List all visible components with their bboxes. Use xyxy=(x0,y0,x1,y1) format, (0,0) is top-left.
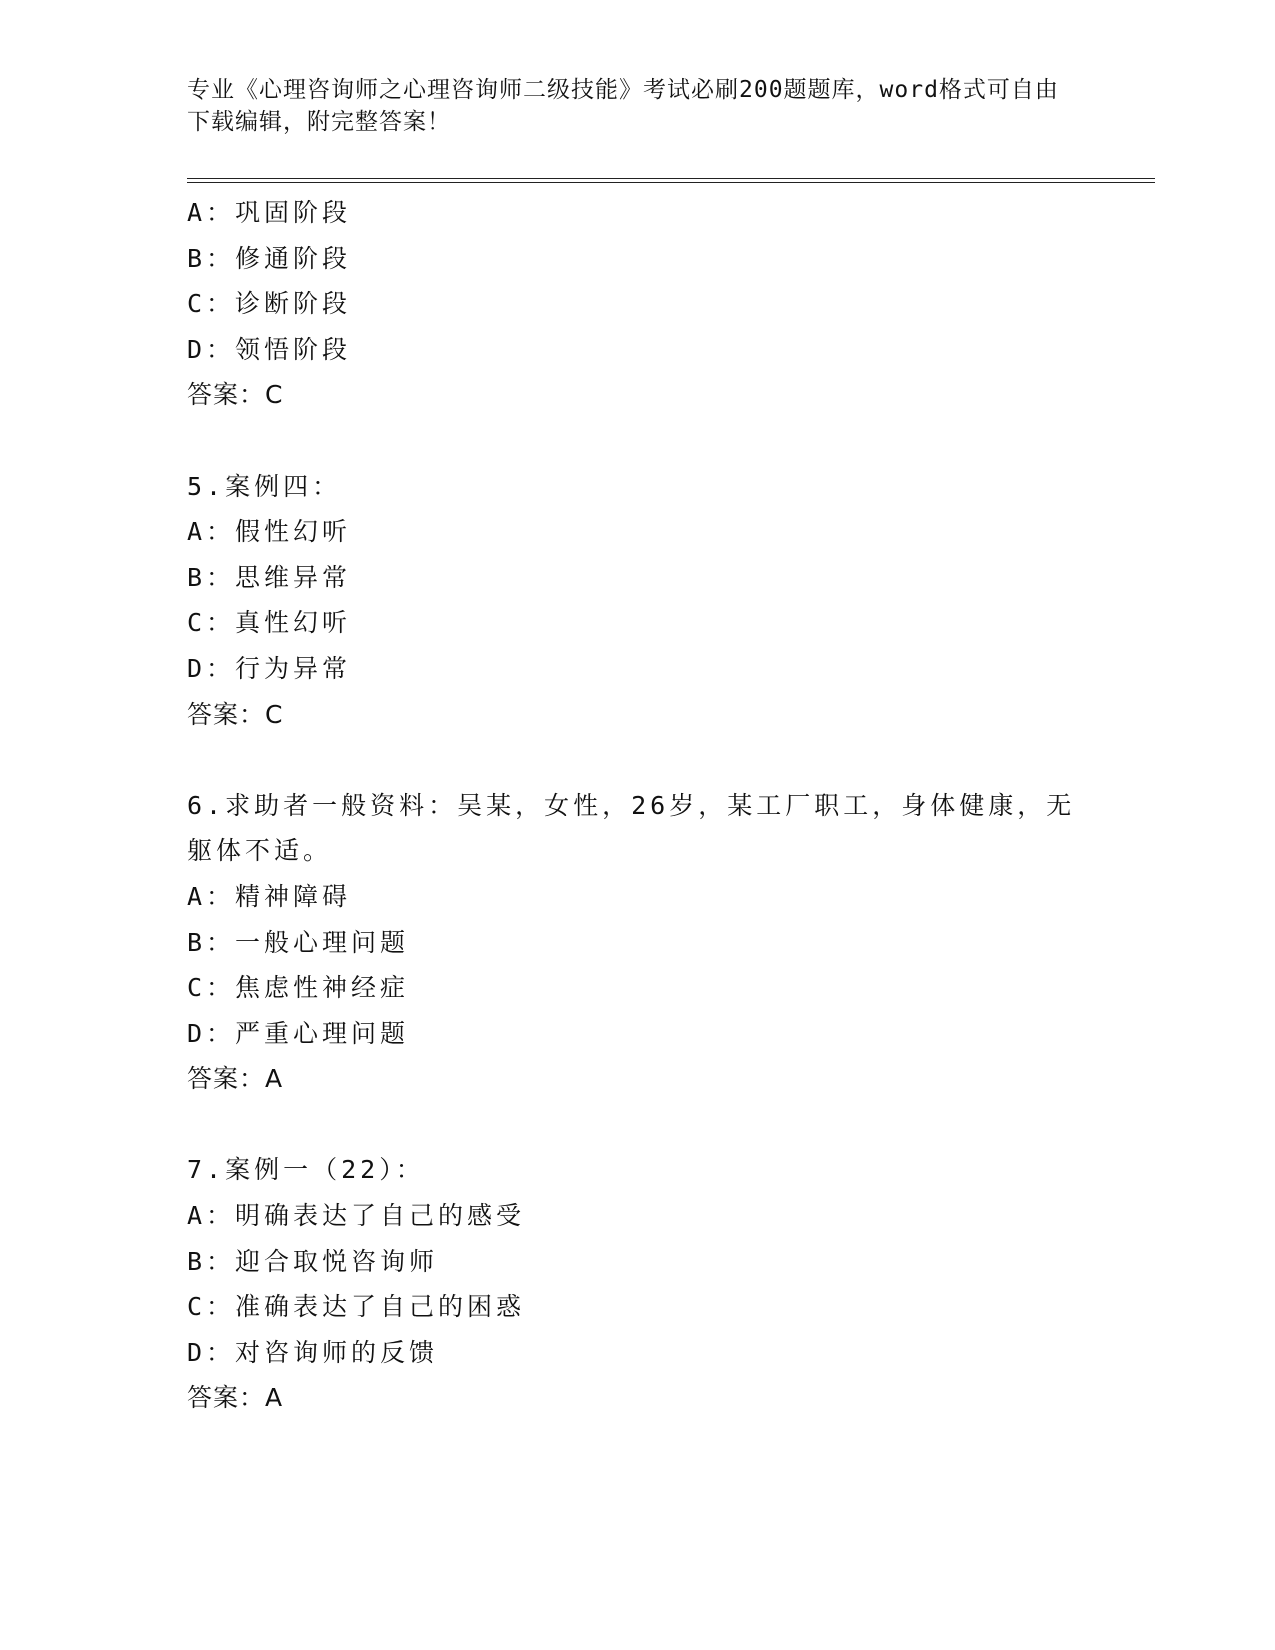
question-stem: 7.案例一（22）： xyxy=(187,1155,425,1185)
option-a: A：明确表达了自己的感受 xyxy=(187,1201,526,1231)
option-b: B：思维异常 xyxy=(187,562,352,592)
answer: 答案：A xyxy=(187,1383,284,1413)
option-a: A：精神障碍 xyxy=(187,881,352,911)
option-b: B：修通阶段 xyxy=(187,243,352,273)
option-d: D：对咨询师的反馈 xyxy=(187,1337,439,1367)
question-7 xyxy=(187,1147,1087,1421)
question-5 xyxy=(187,464,1087,738)
option-c: C：焦虑性神经症 xyxy=(187,973,410,1003)
answer: 答案：C xyxy=(187,380,284,410)
double-rule-divider xyxy=(187,178,1155,183)
question-list xyxy=(187,190,1087,1421)
option-c: C：真性幻听 xyxy=(187,608,352,638)
question-stem: 5.案例四： xyxy=(187,471,342,501)
option-d: D：行为异常 xyxy=(187,653,352,683)
question-4-tail xyxy=(187,190,1087,418)
option-b: B：迎合取悦咨询师 xyxy=(187,1246,439,1276)
question-6 xyxy=(187,783,1087,1102)
option-c: C：准确表达了自己的困惑 xyxy=(187,1292,526,1322)
answer: 答案：A xyxy=(187,1064,284,1094)
option-b: B：一般心理问题 xyxy=(187,927,410,957)
option-a: A：假性幻听 xyxy=(187,517,352,547)
option-d: D：领悟阶段 xyxy=(187,334,352,364)
question-stem-line-1: 6.求助者一般资料：吴某，女性，26岁，某工厂职工，身体健康，无 xyxy=(187,790,1076,820)
option-a: A：巩固阶段 xyxy=(187,198,352,227)
header-note: 专业《心理咨询师之心理咨询师二级技能》考试必刷200题题库，word格式可自由下载编辑，附完整答案！ xyxy=(187,77,1059,135)
option-c: C：诊断阶段 xyxy=(187,289,352,319)
option-d: D：严重心理问题 xyxy=(187,1018,410,1048)
answer: 答案：C xyxy=(187,699,284,729)
question-stem-line-2: 躯体不适。 xyxy=(187,836,333,866)
